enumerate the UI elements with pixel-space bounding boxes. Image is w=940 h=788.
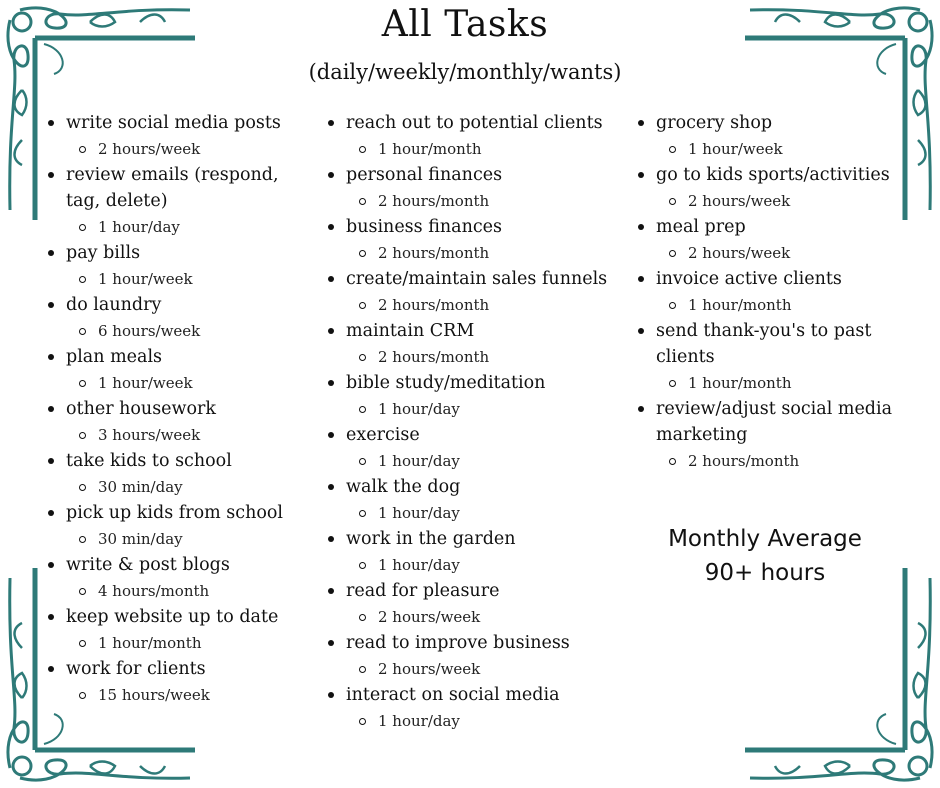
task-label: work in the garden	[346, 526, 616, 552]
task-label: review/adjust social media marketing	[656, 396, 909, 448]
task-column-1	[44, 110, 304, 708]
task-item	[634, 162, 909, 214]
task-duration: 2 hours/week	[66, 136, 304, 162]
task-duration: 1 hour/day	[346, 396, 616, 422]
task-label: reach out to potential clients	[346, 110, 616, 136]
ornamental-corner-icon	[740, 558, 940, 788]
task-duration: 2 hours/month	[346, 188, 616, 214]
task-item	[634, 266, 909, 318]
task-item	[324, 162, 616, 214]
task-item	[324, 318, 616, 370]
task-label: keep website up to date	[66, 604, 304, 630]
task-item	[324, 422, 616, 474]
task-column-3	[634, 110, 909, 474]
task-item	[324, 266, 616, 318]
monthly-average-summary	[640, 522, 890, 590]
task-label: business finances	[346, 214, 616, 240]
task-item	[634, 396, 909, 474]
task-label: grocery shop	[656, 110, 909, 136]
task-duration: 2 hours/week	[346, 604, 616, 630]
task-label: review emails (respond, tag, delete)	[66, 162, 304, 214]
task-item	[44, 110, 304, 162]
task-label: maintain CRM	[346, 318, 616, 344]
task-item	[324, 474, 616, 526]
task-item	[44, 292, 304, 344]
task-duration: 30 min/day	[66, 474, 304, 500]
task-label: pay bills	[66, 240, 304, 266]
task-label: walk the dog	[346, 474, 616, 500]
page-title: All Tasks	[381, 4, 549, 45]
task-label: write & post blogs	[66, 552, 304, 578]
task-label: work for clients	[66, 656, 304, 682]
task-item	[634, 110, 909, 162]
task-label: exercise	[346, 422, 616, 448]
task-duration: 30 min/day	[66, 526, 304, 552]
task-item	[44, 448, 304, 500]
task-duration: 1 hour/day	[346, 708, 616, 734]
task-item	[44, 604, 304, 656]
task-item	[44, 656, 304, 708]
task-item	[44, 344, 304, 396]
task-item	[324, 214, 616, 266]
task-duration: 15 hours/week	[66, 682, 304, 708]
task-item	[324, 370, 616, 422]
task-duration: 2 hours/week	[346, 656, 616, 682]
task-item	[44, 552, 304, 604]
task-label: interact on social media	[346, 682, 616, 708]
task-label: do laundry	[66, 292, 304, 318]
task-duration: 2 hours/week	[656, 240, 909, 266]
task-duration: 1 hour/week	[66, 370, 304, 396]
task-duration: 6 hours/week	[66, 318, 304, 344]
task-duration: 1 hour/week	[66, 266, 304, 292]
task-duration: 2 hours/month	[346, 292, 616, 318]
task-label: other housework	[66, 396, 304, 422]
task-item	[324, 630, 616, 682]
task-duration: 1 hour/day	[346, 500, 616, 526]
summary-value: 90+ hours	[704, 560, 826, 586]
task-duration: 3 hours/week	[66, 422, 304, 448]
task-duration: 1 hour/month	[656, 292, 909, 318]
task-label: go to kids sports/activities	[656, 162, 909, 188]
task-duration: 1 hour/month	[656, 370, 909, 396]
task-label: create/maintain sales funnels	[346, 266, 616, 292]
page-subtitle: (daily/weekly/monthly/wants)	[308, 60, 622, 84]
task-duration: 1 hour/day	[346, 552, 616, 578]
task-duration: 1 hour/month	[346, 136, 616, 162]
task-label: read for pleasure	[346, 578, 616, 604]
task-duration: 2 hours/week	[656, 188, 909, 214]
task-label: send thank-you's to past clients	[656, 318, 909, 370]
task-label: invoice active clients	[656, 266, 909, 292]
task-item	[324, 578, 616, 630]
task-label: plan meals	[66, 344, 304, 370]
task-column-2	[324, 110, 616, 734]
task-duration: 2 hours/month	[346, 240, 616, 266]
task-label: personal finances	[346, 162, 616, 188]
task-item	[634, 214, 909, 266]
task-item	[324, 682, 616, 734]
task-item	[44, 162, 304, 240]
task-duration: 1 hour/week	[656, 136, 909, 162]
task-duration: 4 hours/month	[66, 578, 304, 604]
task-item	[44, 240, 304, 292]
task-item	[44, 500, 304, 552]
task-duration: 1 hour/day	[66, 214, 304, 240]
task-label: bible study/meditation	[346, 370, 616, 396]
summary-label: Monthly Average	[668, 526, 862, 552]
task-item	[44, 396, 304, 448]
task-label: pick up kids from school	[66, 500, 304, 526]
task-item	[324, 526, 616, 578]
task-label: meal prep	[656, 214, 909, 240]
task-label: write social media posts	[66, 110, 304, 136]
task-item	[324, 110, 616, 162]
task-duration: 1 hour/month	[66, 630, 304, 656]
task-duration: 2 hours/month	[656, 448, 909, 474]
task-label: read to improve business	[346, 630, 616, 656]
task-duration: 1 hour/day	[346, 448, 616, 474]
task-item	[634, 318, 909, 396]
task-duration: 2 hours/month	[346, 344, 616, 370]
task-label: take kids to school	[66, 448, 304, 474]
